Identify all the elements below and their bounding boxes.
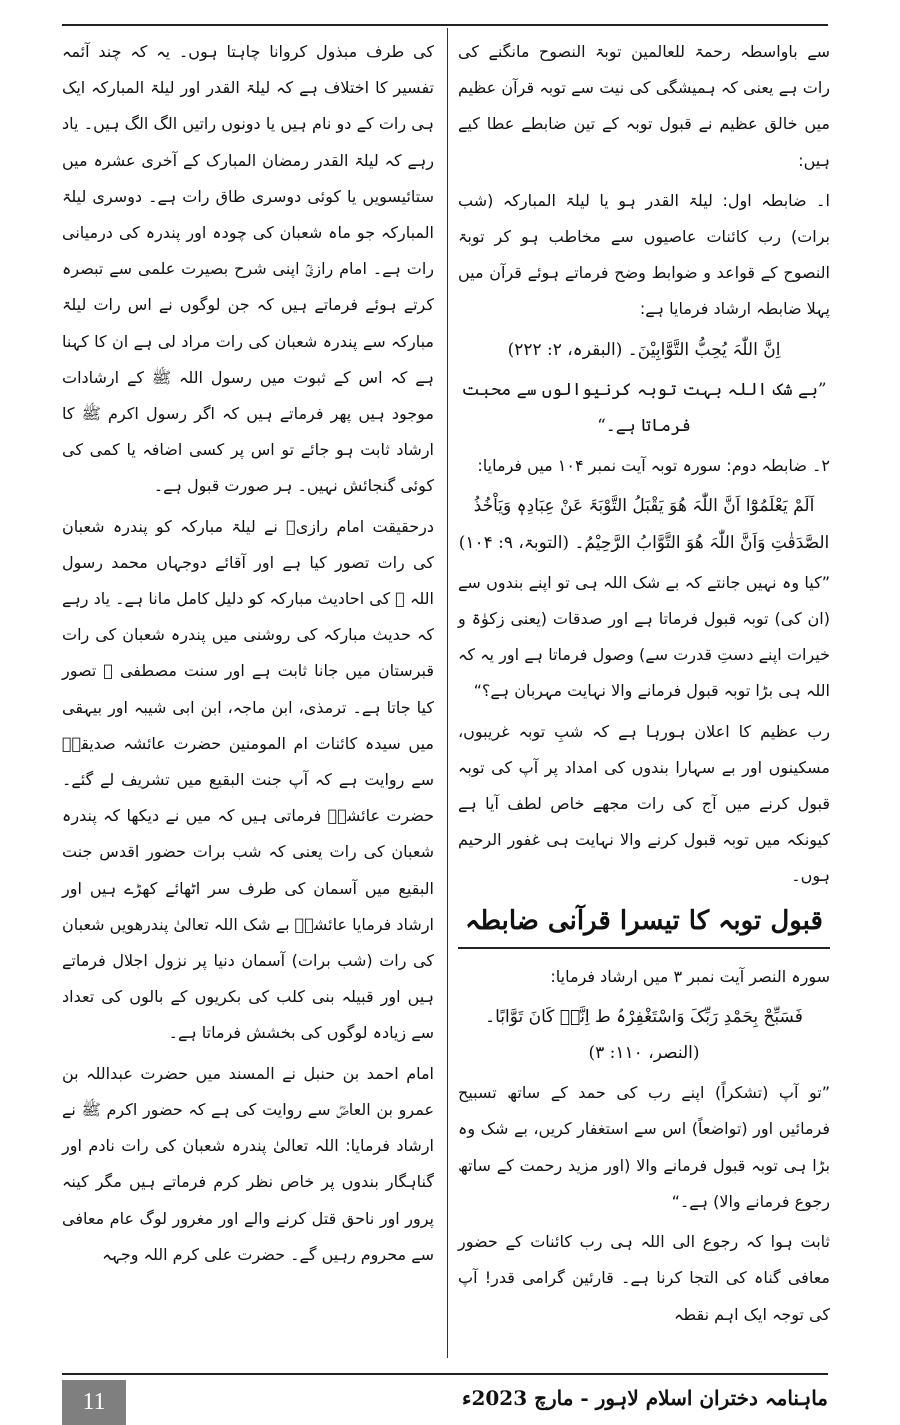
section-heading: قبول توبہ کا تیسرا قرآنی ضابطہ <box>458 901 830 949</box>
verse-translation: ”کیا وہ نہیں جانتے کہ بے شک اللہ ہی تو اپنے بندوں سے (ان کی) توبہ قبول فرماتا ہے اور صدقات (یعنی زکوٰۃ و خیرات اپنے دستِ قدرت سے) وصول فرماتا ہے اور یہ کہ اللہ ہی بڑا توبہ قبول فرمانے والا نہایت مہربان ہے؟“ <box>458 572 830 701</box>
quran-verse: اَلَمْ یَعْلَمُوْٓا اَنَّ اللّٰہَ ھُوَ یَقْبَلُ التَّوْبَۃَ عَنْ عِبَادِہٖ وَیَاْخُذُ الصَّدَقٰتِ وَاَنَّ اللّٰہَ ھُوَ التَّوَّابُ الرَّحِیْمُ۔ (التوبۃ، ۹: ۱۰۴) <box>458 496 830 553</box>
paragraph: ا۔ ضابطہ اول: لیلۃ القدر ہو یا لیلۃ المبارکہ (شب برات) رب کائنات عاصیوں سے مخاطب ہو کر توبۃ النصوح کے قواعد و ضوابط وضح فرماتے ہوئے قرآن میں پہلا ضابطہ ارشاد فرمایا ہے: <box>458 190 830 319</box>
paragraph: امام احمد بن حنبل نے المسند میں حضرت عبداللہ بن عمرو بن العاصؓ سے روایت کی ہے کہ حضور اکرم ﷺ نے ارشاد فرمایا: اللہ تعالیٰ پندرہ شعبان کی رات نادم اور گناہگار بندوں پر خاص نظر کرم فرماتے ہیں مگر کینہ پرور اور ناحق قتل کرنے والے اور مغرور لوگ عام معافی سے محروم رہیں گے۔ حضرت علی کرم اللہ وجہہ <box>62 1063 434 1264</box>
paragraph: سے باواسطہ رحمۃ للعالمین توبۃ النصوح مانگنے کی رات ہے یعنی کہ ہمیشگی کی نیت سے توبہ قرآن عظیم میں خالق عظیم نے قبول توبہ کے تین ضابطے عطا کیے ہیں: <box>458 42 830 170</box>
left-column <box>62 34 434 1277</box>
paragraph: سورہ النصر آیت نمبر ۳ میں ارشاد فرمایا: <box>550 966 830 986</box>
quran-verse: اِنَّ اللّٰہَ یُحِبُّ التَّوَّابِیْنَ۔ (البقرہ، ۲: ۲۲۲) <box>507 339 781 360</box>
quran-verse: فَسَبِّحْ بِحَمْدِ رَبِّکَ وَاسْتَغْفِرْہُ ط اِنَّہٗ کَانَ تَوَّابًا۔ (النصر، ۱۱۰: ۳) <box>485 1006 803 1064</box>
paragraph: ۲۔ ضابطہ دوم: سورہ توبہ آیت نمبر ۱۰۴ میں فرمایا: <box>477 456 830 476</box>
paragraph: درحقیقت امام رازیؒ نے لیلۃ مبارکہ کو پندرہ شعبان کی رات تصور کیا ہے اور آقائے دوجہاں محمد رسول اللہ ﷺ کی احادیث مبارکہ کو دلیل کامل مانا ہے۔ یاد رہے کہ حدیث مبارکہ کی روشنی میں پندرہ شعبان کی رات قبرستان میں جانا ثابت ہے اور سنت مصطفی ﷺ تصور کیا جاتا ہے۔ ترمذی، ابن ماجہ، ابن ابی شیبہ اور بیہقی میں سیدہ کائنات ام المومنین حضرت عائشہ صدیقہؓ سے روایت ہے کہ آپ جنت البقیع میں تشریف لے گئے۔ حضرت عائشہؓ فرماتی ہیں کہ میں نے دیکھا کہ پندرہ شعبان کی رات یعنی کہ شب برات حضور اقدس جنت البقیع میں آسمان کی طرف سر اٹھائے کھڑے ہیں اور ارشاد فرمایا عائشہؓ بے شک اللہ تعالیٰ پندرھویں شعبان کی رات (شب برات) آسمان دنیا پر نزول اجلال فرماتے ہیں اور قبیلہ بنی کلب کی بکریوں کے بالوں کی تعداد سے زیادہ لوگوں کی بخشش فرماتا ہے۔ <box>62 516 434 1043</box>
column-divider <box>447 28 448 1358</box>
verse-translation: ”بے شک اللہ بہت توبہ کرنیوالوں سے محبت فرماتا ہے۔“ <box>461 379 827 437</box>
magazine-title: ماہنامہ دختران اسلام لاہور - مارچ 2023ء <box>462 1386 828 1410</box>
top-rule <box>62 24 828 26</box>
footer-rule <box>62 1373 828 1375</box>
page-number: 11 <box>62 1380 126 1425</box>
paragraph: کی طرف مبذول کروانا چاہتا ہوں۔ یہ کہ چند آئمہ تفسیر کا اختلاف ہے کہ لیلۃ القدر اور لیلۃ المبارکہ ایک ہی رات کے دو نام ہیں یا دونوں راتیں الگ الگ ہیں۔ یاد رہے کہ لیلۃ القدر رمضان المبارک کے آخری عشرہ میں ستائیسویں یا کوئی دوسری طاق رات ہے۔ دوسری لیلۃ المبارکہ جو ماہ شعبان کی چودہ اور پندرہ کی درمیانی رات ہے۔ امام رازیؒ اپنی شرح بصیرت علمی سے تبصرہ کرتے ہوئے فرماتے ہیں کہ جن لوگوں نے اس رات لیلۃ مبارکہ سے پندرہ شعبان کی رات مراد لی ہے ان کا کہنا ہے کہ اس کے ثبوت میں رسول اللہ ﷺ کے ارشادات موجود ہیں پھر فرماتے ہیں کہ اگر رسول اکرم ﷺ کا ارشاد ثابت ہو جائے تو اس پر کسی اضافہ یا کمی کی کوئی گنجائش نہیں۔ ہر صورت قبول ہے۔ <box>62 42 434 496</box>
right-column <box>458 34 830 1337</box>
paragraph: رب عظیم کا اعلان ہورہا ہے کہ شبِ توبہ غریبوں، مسکینوں اور بے سہارا بندوں کی امداد پر آپ کی توبہ قبول کرنے میں آج کی رات مجھے خاص لطف آیا ہے کیونکہ میں توبہ قبول کرنے والا نہایت ہی غفور الرحیم ہوں۔ <box>458 721 830 886</box>
verse-translation: ”تو آپ (تشکراً) اپنے رب کی حمد کے ساتھ تسبیح فرمائیں اور (تواضعاً) اس سے استغفار کریں، بے شک وہ بڑا ہی توبہ قبول فرمانے والا (اور مزید رحمت کے ساتھ رجوع فرمانے والا) ہے۔“ <box>458 1083 830 1211</box>
paragraph: ثابت ہوا کہ رجوع الی اللہ ہی رب کائنات کے حضور معافی گناہ کی التجا کرنا ہے۔ قارئین گرامی قدر! آپ کی توجہ ایک اہم نقطہ <box>458 1232 830 1324</box>
